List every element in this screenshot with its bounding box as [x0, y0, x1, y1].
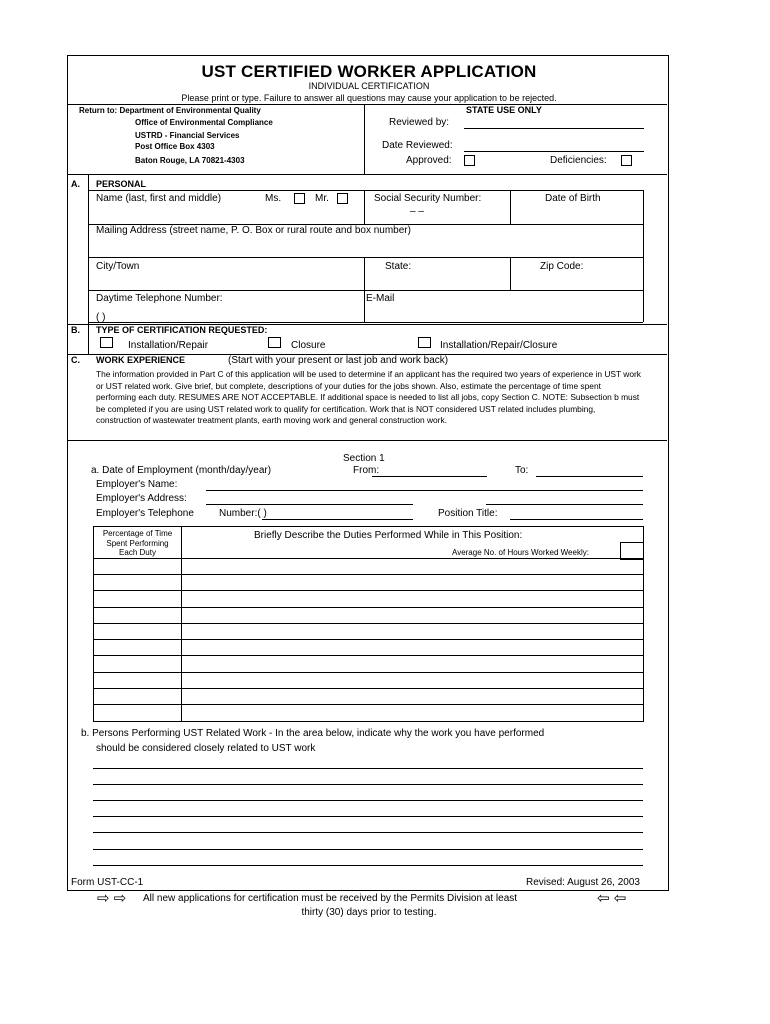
- ms-checkbox[interactable]: [294, 193, 305, 204]
- table-row[interactable]: [93, 607, 643, 608]
- name-label: Name (last, first and middle): [96, 193, 222, 204]
- pct-header-2: Spent Performing: [106, 539, 169, 548]
- divider: [68, 104, 667, 105]
- ssn-field[interactable]: – –: [410, 206, 424, 217]
- form-subtitle: INDIVIDUAL CERTIFICATION: [308, 81, 430, 91]
- return-to-line5: Baton Rouge, LA 70821-4303: [135, 156, 245, 165]
- phone-field[interactable]: ( ): [96, 312, 106, 323]
- answer-line[interactable]: [93, 784, 643, 785]
- employer-address-label: Employer's Address:: [96, 493, 187, 504]
- divider: [88, 174, 89, 354]
- table-row: [93, 558, 643, 559]
- answer-line[interactable]: [93, 816, 643, 817]
- section1-label: Section 1: [343, 453, 385, 464]
- table-row[interactable]: [93, 672, 643, 673]
- duties-heading: Briefly Describe the Duties Performed While in This Position:: [254, 530, 523, 541]
- date-reviewed-label: Date Reviewed:: [382, 140, 453, 151]
- to-field[interactable]: [536, 476, 643, 477]
- section-c-subheading: (Start with your present or last job and work back): [228, 355, 449, 366]
- divider: [68, 440, 667, 441]
- mailing-address-label: Mailing Address (street name, P. O. Box or rural route and box number): [96, 225, 411, 236]
- subsection-b-line1: b. Persons Performing UST Related Work - In the area below, indicate why the work you have performed: [81, 728, 545, 739]
- mr-checkbox[interactable]: [337, 193, 348, 204]
- answer-line[interactable]: [93, 865, 643, 866]
- section-a-heading: PERSONAL: [96, 179, 147, 189]
- dob-label: Date of Birth: [545, 193, 601, 204]
- notice-line2: thirty (30) days prior to testing.: [301, 907, 437, 918]
- date-reviewed-field[interactable]: [464, 151, 644, 152]
- deficiencies-checkbox[interactable]: [621, 155, 632, 166]
- answer-line[interactable]: [93, 832, 643, 833]
- notice-line1: All new applications for certification must be received by the Permits Division at least: [143, 893, 518, 904]
- divider: [88, 290, 643, 291]
- state-use-heading: STATE USE ONLY: [466, 105, 542, 115]
- position-title-label: Position Title:: [438, 508, 498, 519]
- table-row[interactable]: [93, 590, 643, 591]
- divider: [364, 190, 365, 224]
- form-title: UST CERTIFIED WORKER APPLICATION: [201, 62, 537, 81]
- section-c-letter: C.: [71, 355, 80, 365]
- from-label: From:: [353, 465, 380, 476]
- state-label: State:: [385, 261, 412, 272]
- arrow-left-icon: ⇦ ⇦: [597, 890, 627, 907]
- return-to-label: Return to: Department of Environmental Quality: [79, 106, 261, 115]
- section-a-letter: A.: [71, 179, 80, 189]
- reviewed-by-label: Reviewed by:: [389, 117, 450, 128]
- closure-checkbox[interactable]: [268, 337, 281, 348]
- from-field[interactable]: [372, 476, 487, 477]
- employer-address-field[interactable]: [206, 504, 413, 505]
- divider: [510, 257, 511, 290]
- answer-line[interactable]: [93, 800, 643, 801]
- deficiencies-label: Deficiencies:: [550, 155, 607, 166]
- reviewed-by-field[interactable]: [464, 128, 644, 129]
- installation-repair-closure-label: Installation/Repair/Closure: [440, 340, 558, 351]
- employer-phone-field[interactable]: Number:( ): [219, 508, 267, 519]
- date-employment-label: a. Date of Employment (month/day/year): [91, 465, 272, 476]
- closure-label: Closure: [291, 340, 326, 351]
- table-row[interactable]: [93, 623, 643, 624]
- answer-line[interactable]: [93, 849, 643, 850]
- return-to-line2: Office of Environmental Compliance: [135, 118, 273, 127]
- position-title-field[interactable]: [510, 519, 643, 520]
- employer-phone-underline: [262, 519, 413, 520]
- approved-label: Approved:: [406, 155, 452, 166]
- ms-label: Ms.: [265, 193, 282, 204]
- section-b-heading: TYPE OF CERTIFICATION REQUESTED:: [96, 325, 268, 335]
- divider: [68, 174, 667, 175]
- installation-repair-label: Installation/Repair: [128, 340, 209, 351]
- section-b-letter: B.: [71, 325, 80, 335]
- divider: [88, 322, 643, 323]
- installation-repair-closure-checkbox[interactable]: [418, 337, 431, 348]
- divider: [364, 104, 365, 174]
- table-row[interactable]: [93, 639, 643, 640]
- return-to-line4: Post Office Box 4303: [135, 142, 215, 151]
- form-instruction: Please print or type. Failure to answer all questions may cause your application to be rejected.: [181, 93, 557, 103]
- employer-address-field-2[interactable]: [486, 504, 643, 505]
- ssn-label: Social Security Number:: [374, 193, 482, 204]
- email-label: E-Mail: [366, 293, 395, 304]
- table-row[interactable]: [93, 574, 643, 575]
- answer-line[interactable]: [93, 768, 643, 769]
- table-row[interactable]: [93, 704, 643, 705]
- employer-name-field[interactable]: [206, 490, 643, 491]
- section-c-heading: WORK EXPERIENCE: [96, 355, 186, 365]
- employer-name-label: Employer's Name:: [96, 479, 178, 490]
- table-row[interactable]: [93, 655, 643, 656]
- revised-date: Revised: August 26, 2003: [526, 877, 640, 888]
- pct-header-1: Percentage of Time: [102, 529, 173, 538]
- employer-phone-label: Employer's Telephone: [96, 508, 194, 519]
- subsection-b-line2: should be considered closely related to UST work: [96, 743, 316, 754]
- divider: [88, 190, 643, 191]
- arrow-right-icon: ⇨ ⇨: [97, 890, 127, 907]
- approved-checkbox[interactable]: [464, 155, 475, 166]
- city-label: City/Town: [96, 261, 140, 272]
- divider: [88, 257, 643, 258]
- phone-label: Daytime Telephone Number:: [96, 293, 223, 304]
- table-row[interactable]: [93, 688, 643, 689]
- mr-label: Mr.: [315, 193, 329, 204]
- installation-repair-checkbox[interactable]: [100, 337, 113, 348]
- return-to-line3: USTRD - Financial Services: [135, 131, 240, 140]
- form-id: Form UST-CC-1: [71, 877, 144, 888]
- zip-label: Zip Code:: [540, 261, 584, 272]
- pct-header-3: Each Duty: [119, 548, 156, 557]
- divider: [643, 190, 644, 322]
- to-label: To:: [515, 465, 529, 476]
- avg-hours-label: Average No. of Hours Worked Weekly:: [452, 548, 589, 557]
- divider: [181, 527, 182, 721]
- section-c-paragraph: The information provided in Part C of this application will be used to determine if an applicant has the required two years of experience in UST work or UST related work. Give brief, but complete, descriptions of your duties for the jobs shown. Also, estimate the percentage of time spent performing each duty. RESUMES ARE NOT ACCEPTABLE. If additional space is needed to list all jobs, copy Section C. NOTE: Subsection b must be completed if you are using UST related work to qualify for certification. Work that is NOT considered UST related includes plumbing, construction of wastewater treatment plants, earth moving work and general construction work.: [96, 369, 641, 426]
- divider: [510, 190, 511, 224]
